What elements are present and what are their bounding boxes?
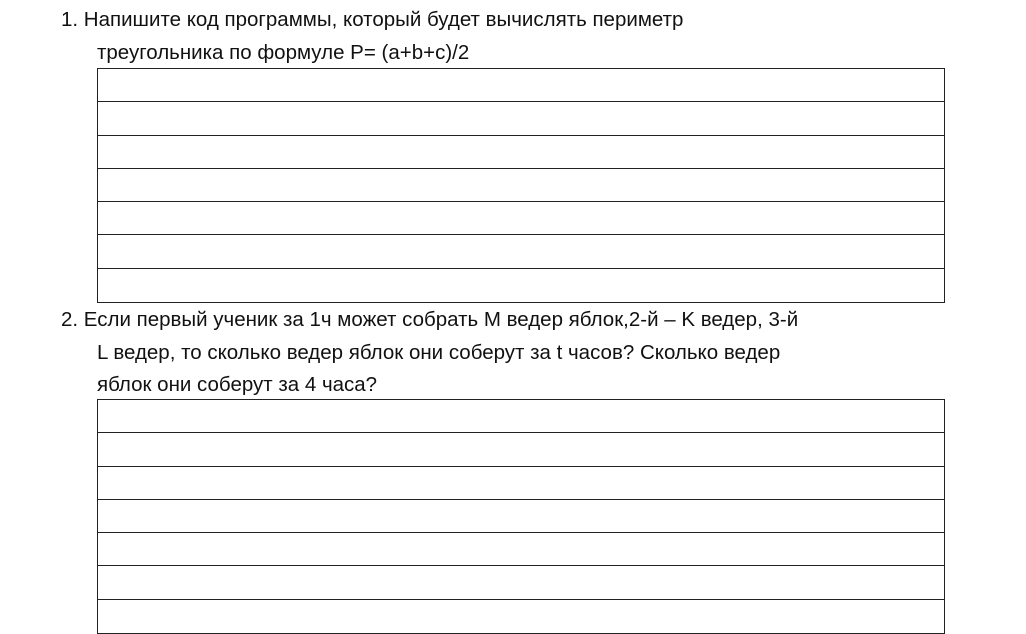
answer-line[interactable] <box>98 500 944 533</box>
answer-box-1[interactable] <box>97 68 945 303</box>
answer-line[interactable] <box>98 69 944 102</box>
answer-line[interactable] <box>98 235 944 268</box>
question-2-line-2: L ведер, то сколько ведер яблок они соберут за t часов? Сколько ведер <box>97 341 781 364</box>
question-2-line-1: 2. Если первый ученик за 1ч может собрать M ведер яблок,2-й – K ведер, 3-й <box>61 308 799 331</box>
answer-line[interactable] <box>98 202 944 235</box>
question-1-line-2: треугольника по формуле P= (a+b+c)/2 <box>97 41 470 64</box>
answer-line[interactable] <box>98 169 944 202</box>
answer-line[interactable] <box>98 467 944 500</box>
answer-line[interactable] <box>98 433 944 466</box>
answer-line[interactable] <box>98 400 944 433</box>
answer-line[interactable] <box>98 136 944 169</box>
question-1-line-1: 1. Напишите код программы, который будет вычислять периметр <box>61 8 684 31</box>
answer-line[interactable] <box>98 102 944 135</box>
answer-line[interactable] <box>98 600 944 633</box>
answer-line[interactable] <box>98 533 944 566</box>
answer-line[interactable] <box>98 269 944 302</box>
answer-box-2[interactable] <box>97 399 945 634</box>
answer-line[interactable] <box>98 566 944 599</box>
question-2-line-3: яблок они соберут за 4 часа? <box>97 373 378 396</box>
